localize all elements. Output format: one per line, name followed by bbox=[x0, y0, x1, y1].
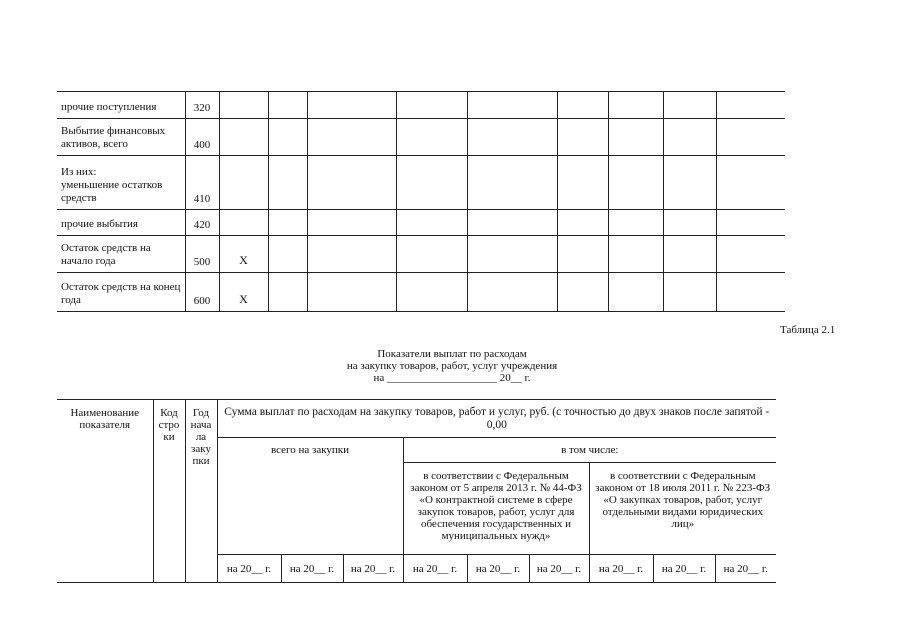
row-code: 420 bbox=[185, 210, 219, 236]
table-row bbox=[57, 210, 785, 236]
row-mark: X bbox=[219, 236, 268, 273]
row-mark bbox=[219, 210, 268, 236]
header-including: в том числе: bbox=[403, 438, 776, 463]
row-code: 320 bbox=[185, 92, 219, 119]
row-label: Остаток средств на конец года bbox=[57, 273, 185, 312]
row-code: 600 bbox=[185, 273, 219, 312]
purchase-payments-table bbox=[57, 399, 776, 583]
table-row bbox=[57, 156, 785, 210]
row-label: Выбытие финансовых активов, всего bbox=[57, 119, 185, 156]
header-223-fz: в соответствии с Федеральным законом от 18 июля 2011 г. № 223-ФЗ «О закупках товаров, работ, услуг отдельными видами юридических лиц» bbox=[589, 463, 776, 555]
header-code: Код стро ки bbox=[153, 400, 185, 583]
header-name: Наименование показателя bbox=[57, 400, 153, 583]
title-line: на закупку товаров, работ, услуг учреждения bbox=[346, 360, 558, 372]
year-header: на 20__ г. bbox=[529, 555, 589, 583]
title-line: на ____________________ 20__ г. bbox=[373, 372, 531, 384]
row-mark: X bbox=[219, 273, 268, 312]
header-total: всего на закупки bbox=[217, 438, 403, 555]
table-row bbox=[57, 92, 785, 119]
row-code: 400 bbox=[185, 119, 219, 156]
table-row bbox=[57, 273, 785, 312]
year-header: на 20__ г. bbox=[281, 555, 343, 583]
table-row bbox=[57, 236, 785, 273]
header-44-fz: в соответствии с Федеральным законом от 5 апреля 2013 г. № 44-ФЗ «О контрактной системе в сфере закупок товаров, работ, услуг для обеспечения государственных и муниципальных нужд» bbox=[403, 463, 589, 555]
row-code: 410 bbox=[185, 156, 219, 210]
year-header: на 20__ г. bbox=[589, 555, 653, 583]
year-header: на 20__ г. bbox=[467, 555, 529, 583]
title-line: Показатели выплат по расходам bbox=[377, 348, 527, 360]
row-label: Остаток средств на начало года bbox=[57, 236, 185, 273]
row-label: прочие поступления bbox=[57, 92, 185, 119]
financial-assets-table bbox=[57, 91, 785, 312]
row-label: прочие выбытия bbox=[57, 210, 185, 236]
year-header: на 20__ г. bbox=[403, 555, 467, 583]
year-header: на 20__ г. bbox=[343, 555, 403, 583]
row-code: 500 bbox=[185, 236, 219, 273]
row-mark bbox=[219, 92, 268, 119]
row-mark bbox=[219, 156, 268, 210]
table-number: Таблица 2.1 bbox=[780, 324, 836, 336]
header-year: Год нача ла заку пки bbox=[185, 400, 217, 583]
year-header: на 20__ г. bbox=[653, 555, 715, 583]
row-label: Из них: уменьшение остатков средств bbox=[57, 156, 185, 210]
table-title bbox=[300, 348, 604, 384]
year-header: на 20__ г. bbox=[715, 555, 776, 583]
table-row bbox=[57, 119, 785, 156]
year-header: на 20__ г. bbox=[217, 555, 281, 583]
header-sum: Сумма выплат по расходам на закупку товаров, работ и услуг, руб. (с точностью до двух знаков после запятой - 0,00 bbox=[217, 400, 776, 438]
row-mark bbox=[219, 119, 268, 156]
